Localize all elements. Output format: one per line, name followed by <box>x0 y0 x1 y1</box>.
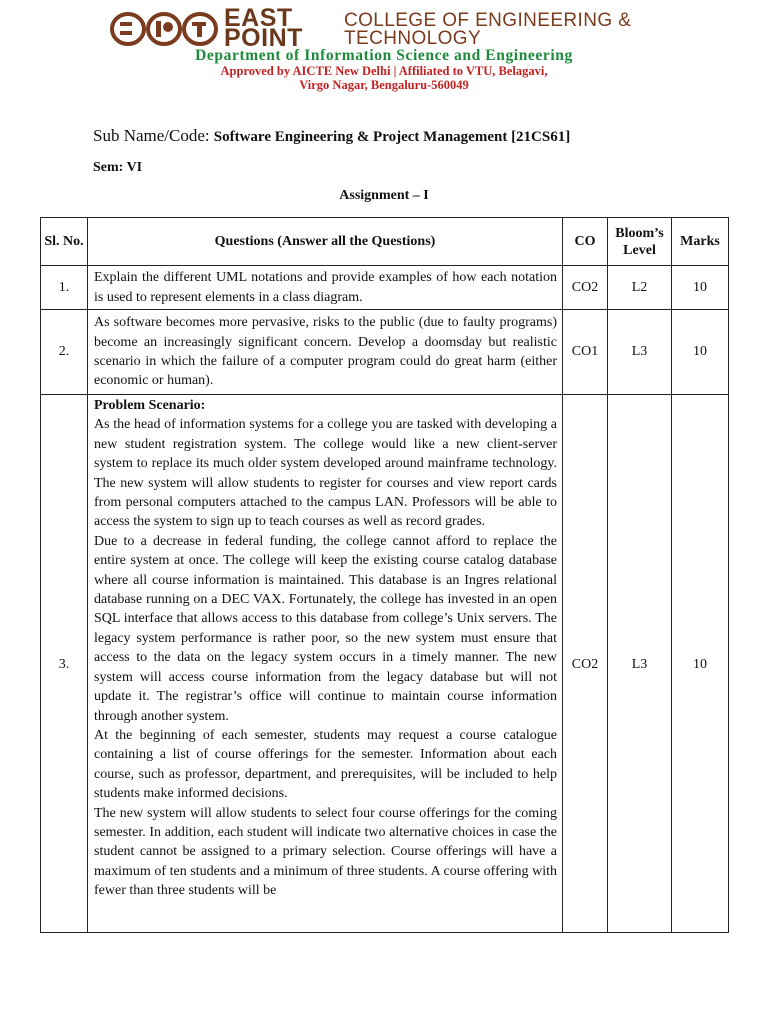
problem-scenario-heading: Problem Scenario: <box>94 398 206 413</box>
row-marks: 10 <box>672 266 729 310</box>
address-line: Virgo Nagar, Bengaluru-560049 <box>299 78 469 92</box>
row-level: L3 <box>608 310 672 395</box>
approval-line: Approved by AICTE New Delhi | Affiliated to VTU, Belagavi, <box>220 64 548 78</box>
header-co: CO <box>563 218 608 266</box>
brand-wordmark <box>224 4 303 52</box>
department-name: Department of Information Science and Engineering <box>195 47 573 64</box>
college-name <box>344 12 631 48</box>
semester-line: Sem: VI <box>93 160 143 175</box>
subject-label: Sub Name/Code: <box>93 126 210 145</box>
row-sl-no: 3. <box>41 395 88 933</box>
table-row <box>41 395 729 933</box>
question-paragraph: At the beginning of each semester, students may request a course catalogue containing a list of course offerings for the semester. Information about each course, such as professor, department, and prerequisites, will be included to help students make informed decisions. <box>94 727 557 802</box>
row-co: CO2 <box>563 266 608 310</box>
college-line-2: TECHNOLOGY <box>344 28 482 49</box>
question-paragraph: The new system will allow students to select four course offerings for the coming semester. In addition, each student will indicate two alternative choices in case the student cannot be assigned to a primary selection. Course offerings will have a maximum of ten students and a minimum of three students. A course offering with fewer than three students will be <box>94 805 557 899</box>
question-paragraph: As software becomes more pervasive, risks to the public (due to faulty programs) become an increasingly significant concern. Develop a doomsday but realistic scenario in which the failure of a computer program could do great harm (either economic or human). <box>94 315 557 389</box>
question-paragraph: Due to a decrease in federal funding, the college cannot afford to replace the entire system at once. The college will keep the existing course catalog database where all course information is maintained. This database is an Ingres relational database running on a DEC VAX. Fortunately, the college has invested in an open SQL interface that allows access to this database from college’s Unix servers. The legacy system performance is rather poor, so the new system must ensure that access to the data on the legacy system occurs in a timely manner. The new system will access course information from the legacy database but will not update it. The registrar’s office will continue to maintain course information through another system. <box>94 533 557 724</box>
row-level: L2 <box>608 266 672 310</box>
row-question <box>88 266 563 310</box>
row-marks: 10 <box>672 310 729 395</box>
header-sl-no: Sl. No. <box>41 218 88 266</box>
question-paragraph: As the head of information systems for a college you are tasked with developing a new student registration system. The college would like a new client-server system to replace its much older system developed around mainframe technology. The new system will allow students to register for courses and view report cards from personal computers attached to the campus LAN. Professors will be able to access the system to sign up to teach courses as well as record grades. <box>94 417 557 530</box>
header-marks: Marks <box>672 218 729 266</box>
questions-table <box>40 217 729 933</box>
row-co: CO1 <box>563 310 608 395</box>
college-line-1: COLLEGE OF ENGINEERING & <box>344 10 632 31</box>
header-blooms-level: Bloom’s Level <box>608 218 672 266</box>
row-marks: 10 <box>672 395 729 933</box>
header-question: Questions (Answer all the Questions) <box>88 218 563 266</box>
row-question <box>88 395 563 933</box>
row-sl-no: 1. <box>41 266 88 310</box>
table-row <box>41 266 729 310</box>
assignment-title: Assignment – I <box>339 188 429 203</box>
east-point-logo <box>108 9 220 49</box>
table-header-row <box>41 218 729 266</box>
letterhead <box>0 0 768 100</box>
question-paragraph: Explain the different UML notations and provide examples of how each notation is used to represent elements in a class diagram. <box>94 270 557 305</box>
brand-line-1: EAST <box>224 4 293 32</box>
row-co: CO2 <box>563 395 608 933</box>
table-row <box>41 310 729 395</box>
subject-line <box>93 126 570 146</box>
row-level: L3 <box>608 395 672 933</box>
subject-value: Software Engineering & Project Management [21CS61] <box>213 129 571 145</box>
row-question <box>88 310 563 395</box>
row-sl-no: 2. <box>41 310 88 395</box>
brand-line-2: POINT <box>224 24 303 52</box>
